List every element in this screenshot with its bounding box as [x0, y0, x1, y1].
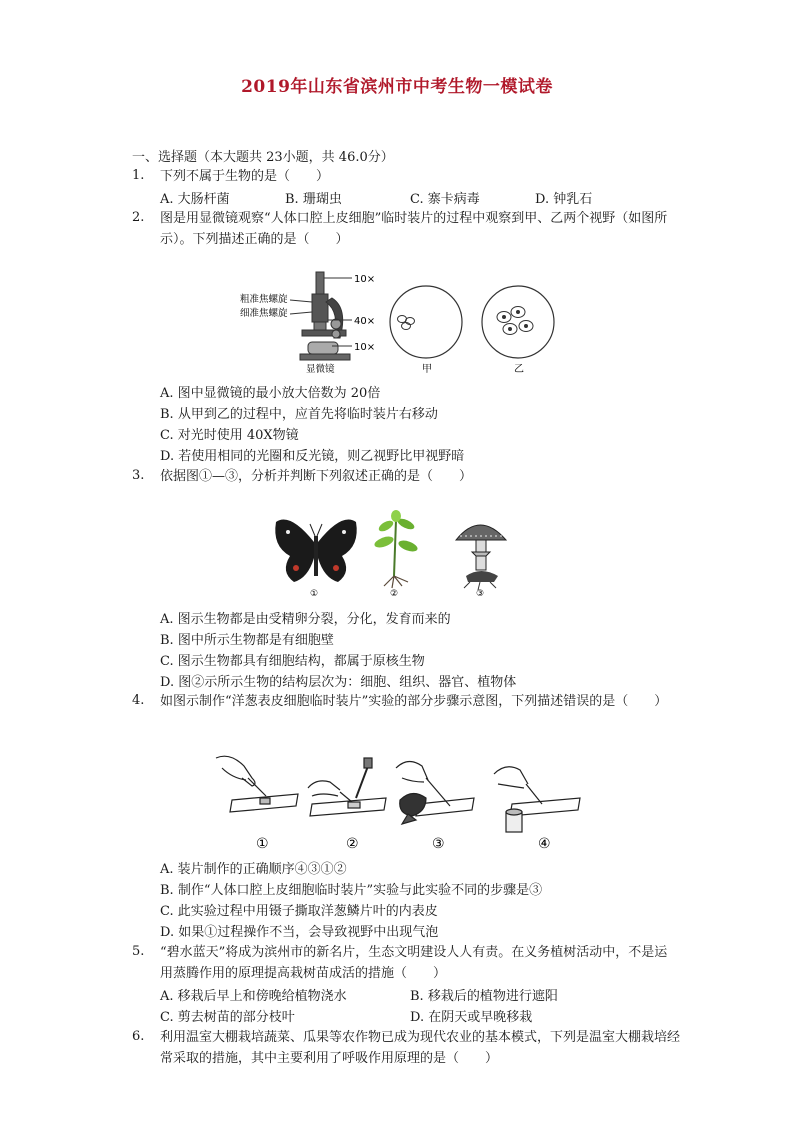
- option-a: A. 大肠杆菌: [160, 192, 230, 207]
- option-d: D. 在阴天或早晚移栽: [410, 1010, 533, 1025]
- question-3-option-d: D. 图②示所示生物的结构层次为：细胞、组织、器官、植物体: [160, 675, 517, 690]
- question-2-number: 2.: [132, 210, 145, 225]
- question-4-option-d: D. 如果①过程操作不当，会导致视野中出现气泡: [160, 925, 439, 940]
- question-3-stem: 依据图①—③，分析并判断下列叙述正确的是（ ）: [160, 469, 473, 484]
- view-label-jia: 甲: [422, 364, 432, 375]
- butterfly-icon: [275, 520, 356, 583]
- view-label-yi: 乙: [514, 364, 524, 375]
- question-4-option-c: C. 此实验过程中用镊子撕取洋葱鳞片叶的内表皮: [160, 904, 438, 919]
- question-6-stem: 利用温室大棚栽培蔬菜、瓜果等农作物已成为现代农业的基本模式，下列是温室大棚栽培经常采取的措施，其中主要利用了呼吸作用原理的是（ ）: [160, 1030, 681, 1066]
- objective-40-label: 40×: [354, 316, 376, 327]
- question-1-stem: 下列不属于生物的是（ ）: [160, 169, 330, 184]
- step-4-label: ④: [538, 836, 551, 852]
- question-5-options-row-2: [160, 1006, 680, 1025]
- question-3-option-b: B. 图中所示生物都是有细胞壁: [160, 633, 334, 648]
- exam-title: 2019年山东省滨州市中考生物一模试卷: [241, 77, 553, 97]
- question-6-number: 6.: [132, 1029, 145, 1044]
- step-1-label: ①: [256, 836, 269, 852]
- step-3-illustration: [396, 761, 474, 824]
- microscope-caption: 显微镜: [306, 364, 335, 375]
- question-1-number: 1.: [132, 168, 145, 183]
- question-2-option-c: C. 对光时使用 40X物镜: [160, 428, 299, 443]
- question-4-stem: 如图示制作“洋葱表皮细胞临时装片”实验的部分步骤示意图，下列描述错误的是（ ）: [160, 694, 668, 709]
- question-2-option-a: A. 图中显微镜的最小放大倍数为 20倍: [160, 386, 381, 401]
- option-a: A. 移栽后早上和傍晚给植物浇水: [160, 989, 347, 1004]
- fine-focus-label: 细准焦螺旋: [240, 308, 288, 319]
- large-cells: [497, 307, 533, 335]
- plant-icon: [373, 510, 419, 588]
- step-2-label: ②: [346, 836, 359, 852]
- step-2-illustration: [308, 758, 386, 816]
- option-c: C. 剪去树苗的部分枝叶: [160, 1010, 295, 1025]
- question-3-number: 3.: [132, 468, 145, 483]
- question-2-option-d: D. 若使用相同的光圈和反光镜，则乙视野比甲视野暗: [160, 449, 465, 464]
- organism-1-label: ①: [310, 589, 319, 599]
- microscope-icon: [300, 272, 350, 360]
- objective-10-label: 10×: [354, 342, 376, 353]
- organism-2-label: ②: [390, 589, 399, 599]
- mushroom-icon: [456, 525, 506, 590]
- coarse-focus-label: 粗准焦螺旋: [240, 294, 288, 305]
- slide-steps-figure: [212, 748, 592, 854]
- small-cells: [398, 316, 415, 330]
- microscope-figure: [240, 268, 560, 378]
- question-5-number: 5.: [132, 944, 145, 959]
- step-1-illustration: [216, 756, 298, 812]
- question-1-options: [160, 188, 680, 207]
- question-4-option-a: A. 装片制作的正确顺序④③①②: [160, 862, 347, 877]
- option-b: B. 珊瑚虫: [285, 192, 342, 207]
- option-b: B. 移栽后的植物进行遮阳: [410, 989, 558, 1004]
- question-2-stem: 图是用显微镜观察“人体口腔上皮细胞”临时装片的过程中观察到甲、乙两个视野（如图所示）。下列描述正确的是（ ）: [160, 211, 668, 247]
- question-5-options-row-1: [160, 985, 680, 1004]
- option-c: C. 寨卡病毒: [410, 192, 480, 207]
- eyepiece-label: 10×: [354, 274, 376, 285]
- question-4-option-b: B. 制作“人体口腔上皮细胞临时装片”实验与此实验不同的步骤是③: [160, 883, 543, 898]
- question-3-option-c: C. 图示生物都具有细胞结构，都属于原核生物: [160, 654, 425, 669]
- question-4-number: 4.: [132, 693, 145, 708]
- step-4-illustration: [494, 767, 580, 832]
- organism-3-label: ③: [476, 589, 485, 599]
- question-5-stem: “碧水蓝天”将成为滨州市的新名片，生态文明建设人人有责。在义务植树活动中，不是运用蒸腾作用的原理提高栽树苗成活的措施（ ）: [160, 945, 668, 981]
- question-2-option-b: B. 从甲到乙的过程中，应首先将临时装片右移动: [160, 407, 438, 422]
- option-d: D. 钟乳石: [535, 192, 593, 207]
- section-heading: 一、选择题（本大题共 23小题，共 46.0分）: [132, 150, 394, 165]
- view-field-yi: [482, 286, 554, 358]
- question-3-option-a: A. 图示生物都是由受精卵分裂，分化，发育而来的: [160, 612, 451, 627]
- step-3-label: ③: [432, 836, 445, 852]
- organisms-figure: [270, 506, 530, 602]
